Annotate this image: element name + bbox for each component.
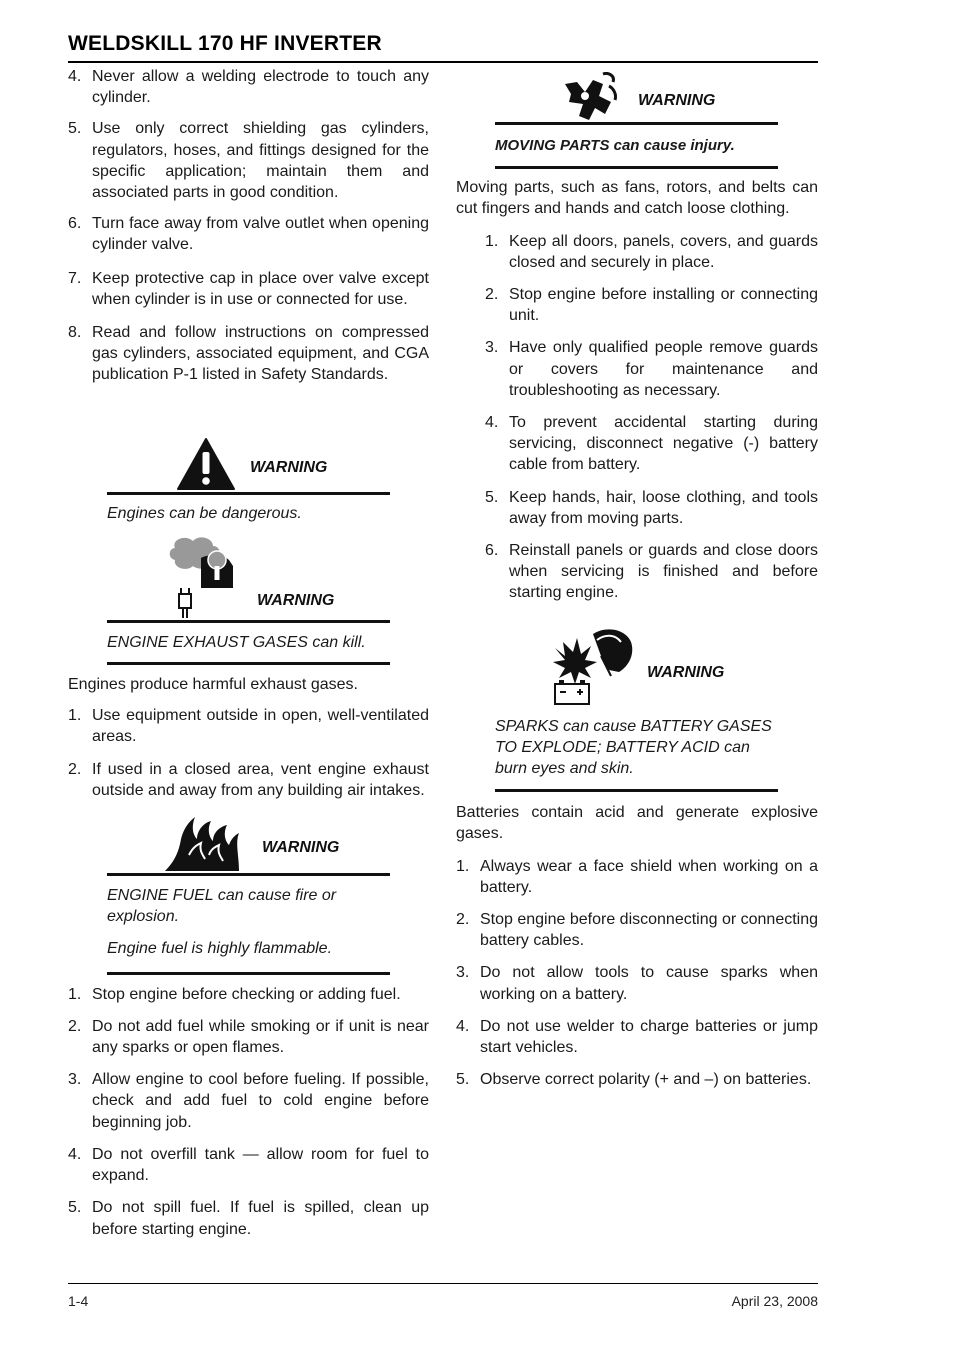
item-text: Turn face away from valve outlet when opening cylinder valve. xyxy=(92,215,429,254)
item-number: 1. xyxy=(68,985,82,1003)
warning-label: WARNING xyxy=(250,458,328,476)
right-column xyxy=(456,66,818,1091)
item-number: 4. xyxy=(456,1017,470,1035)
warning-label: WARNING xyxy=(638,92,716,109)
item-number: 6. xyxy=(485,542,499,560)
warning-rule xyxy=(107,492,390,495)
moving-parts-warning xyxy=(495,66,778,169)
exhaust-fumes-icon xyxy=(167,536,239,620)
list-item xyxy=(485,337,818,401)
item-number: 1. xyxy=(68,707,82,725)
item-text: Read and follow instructions on compressed gas cylinders, associated equipment, and CGA publication P-1 listed in Safety Standards. xyxy=(92,324,429,384)
item-number: 5. xyxy=(68,120,82,138)
item-text: Do not allow tools to cause sparks when working on a battery. xyxy=(480,964,818,1003)
item-text: Do not spill fuel. If fuel is spilled, clean up before starting engine. xyxy=(92,1199,429,1238)
warning-rule xyxy=(495,122,778,125)
item-text: Keep hands, hair, loose clothing, and tools away from moving parts. xyxy=(509,488,818,527)
battery-intro: Batteries contain acid and generate explosive gases. xyxy=(456,804,818,843)
item-number: 5. xyxy=(485,488,499,506)
item-text: Do not overfill tank — allow room for fuel to expand. xyxy=(92,1145,429,1185)
warning-rule xyxy=(107,972,390,975)
item-text: Do not use welder to charge batteries or jump start vehicles. xyxy=(480,1017,818,1057)
list-item xyxy=(456,909,818,951)
item-text: Always wear a face shield when working on a battery. xyxy=(480,857,818,896)
warning-header xyxy=(107,536,390,620)
list-item xyxy=(68,268,429,310)
page-title: WELDSKILL 170 HF INVERTER xyxy=(68,32,382,55)
item-text: To prevent accidental starting during servicing, disconnect negative (-) battery cable from battery. xyxy=(509,414,818,474)
item-number: 3. xyxy=(68,1071,82,1089)
item-number: 6. xyxy=(68,215,82,233)
list-item xyxy=(68,1016,429,1058)
engines-warning xyxy=(107,437,390,524)
moving-list xyxy=(485,231,818,604)
list-item xyxy=(68,118,429,203)
warning-text: MOVING PARTS can cause injury. xyxy=(495,137,735,154)
footer-rule xyxy=(68,1283,818,1284)
warning-header xyxy=(107,437,390,492)
item-number: 4. xyxy=(68,1145,82,1163)
warning-text: ENGINE EXHAUST GASES can kill. xyxy=(107,633,366,651)
cylinder-list xyxy=(68,66,429,386)
item-number: 4. xyxy=(485,414,499,432)
fuel-warning xyxy=(107,815,390,975)
item-text: Stop engine before checking or adding fuel. xyxy=(92,985,401,1003)
item-number: 2. xyxy=(68,1017,82,1035)
item-number: 2. xyxy=(68,760,82,778)
item-number: 7. xyxy=(68,269,82,287)
list-item xyxy=(68,213,429,255)
page-number: 1-4 xyxy=(68,1293,89,1309)
warning-text: SPARKS can cause BATTERY GASES TO EXPLODE; BATTERY ACID can burn eyes and skin. xyxy=(495,717,772,778)
moving-parts-icon xyxy=(563,72,621,122)
warning-rule xyxy=(107,662,390,665)
item-number: 3. xyxy=(456,964,470,982)
list-item xyxy=(485,284,818,326)
warning-rule xyxy=(107,873,390,876)
item-text: Use only correct shielding gas cylinders, regulators, hoses, and fittings designed for the specific application; maintain them and associated parts in good condition. xyxy=(92,120,429,202)
item-text: Observe correct polarity (+ and –) on batteries. xyxy=(480,1071,812,1089)
warning-label: WARNING xyxy=(257,591,335,609)
moving-intro: Moving parts, such as fans, rotors, and belts can cut fingers and hands and catch loose clothing. xyxy=(456,179,818,218)
list-item xyxy=(456,1016,818,1058)
list-item xyxy=(485,231,818,273)
list-item xyxy=(485,540,818,604)
item-text: Stop engine before disconnecting or connecting battery cables. xyxy=(480,911,819,950)
item-text: Never allow a welding electrode to touch any cylinder. xyxy=(92,68,429,107)
item-text: Allow engine to cool before fueling. If possible, check and add fuel to cold engine before beginning job. xyxy=(92,1071,429,1131)
item-number: 2. xyxy=(456,911,470,929)
left-column xyxy=(68,66,429,1240)
list-item xyxy=(68,66,429,108)
list-item xyxy=(68,1144,429,1186)
warning-label: WARNING xyxy=(647,663,725,681)
item-text: Reinstall panels or guards and close doors when servicing is finished and before starting engine. xyxy=(509,542,818,602)
item-text: Stop engine before installing or connecting unit. xyxy=(509,286,818,325)
item-number: 3. xyxy=(485,339,499,357)
list-item xyxy=(485,487,818,529)
warning-rule xyxy=(495,166,778,169)
list-item xyxy=(68,984,429,1005)
item-number: 4. xyxy=(68,68,82,85)
warning-rule xyxy=(495,789,778,792)
list-item xyxy=(68,759,429,801)
exhaust-intro: Engines produce harmful exhaust gases. xyxy=(68,676,358,694)
footer-date: April 23, 2008 xyxy=(731,1293,818,1309)
warning-text: ENGINE FUEL can cause fire or explosion. xyxy=(107,887,337,926)
fire-icon xyxy=(165,815,241,873)
list-item xyxy=(68,1069,429,1133)
item-text: Keep protective cap in place over valve except when cylinder is in use or connected for use. xyxy=(92,269,429,308)
warning-text: Engines can be dangerous. xyxy=(107,504,302,522)
item-text: Do not add fuel while smoking or if unit is near any sparks or open flames. xyxy=(92,1017,429,1057)
item-text: Have only qualified people remove guards or covers for maintenance and troubleshooting as necessary. xyxy=(509,339,818,399)
item-number: 8. xyxy=(68,324,82,342)
warning-label: WARNING xyxy=(262,839,340,857)
item-number: 1. xyxy=(485,232,499,250)
warning-header xyxy=(495,626,778,710)
list-item xyxy=(68,1197,429,1239)
warning-rule xyxy=(107,620,390,623)
warning-text: Engine fuel is highly flammable. xyxy=(107,940,333,958)
item-number: 5. xyxy=(68,1199,82,1217)
battery-warning xyxy=(495,626,778,793)
item-number: 2. xyxy=(485,286,499,304)
exhaust-warning xyxy=(107,536,390,665)
warning-header xyxy=(495,66,778,122)
item-text: Keep all doors, panels, covers, and guards closed and securely in place. xyxy=(509,232,818,271)
list-item xyxy=(68,705,429,747)
item-number: 1. xyxy=(456,857,470,875)
item-text: Use equipment outside in open, well-ventilated areas. xyxy=(92,707,429,746)
caution-triangle-icon xyxy=(176,437,236,491)
list-item xyxy=(68,322,429,386)
battery-explosion-icon xyxy=(553,626,635,706)
list-item xyxy=(456,1069,818,1090)
item-text: If used in a closed area, vent engine exhaust outside and away from any building air intakes. xyxy=(92,760,429,799)
warning-header xyxy=(107,815,390,873)
item-number: 5. xyxy=(456,1071,470,1089)
list-item xyxy=(456,962,818,1004)
list-item xyxy=(485,412,818,476)
header-rule xyxy=(68,61,818,63)
list-item xyxy=(456,856,818,898)
